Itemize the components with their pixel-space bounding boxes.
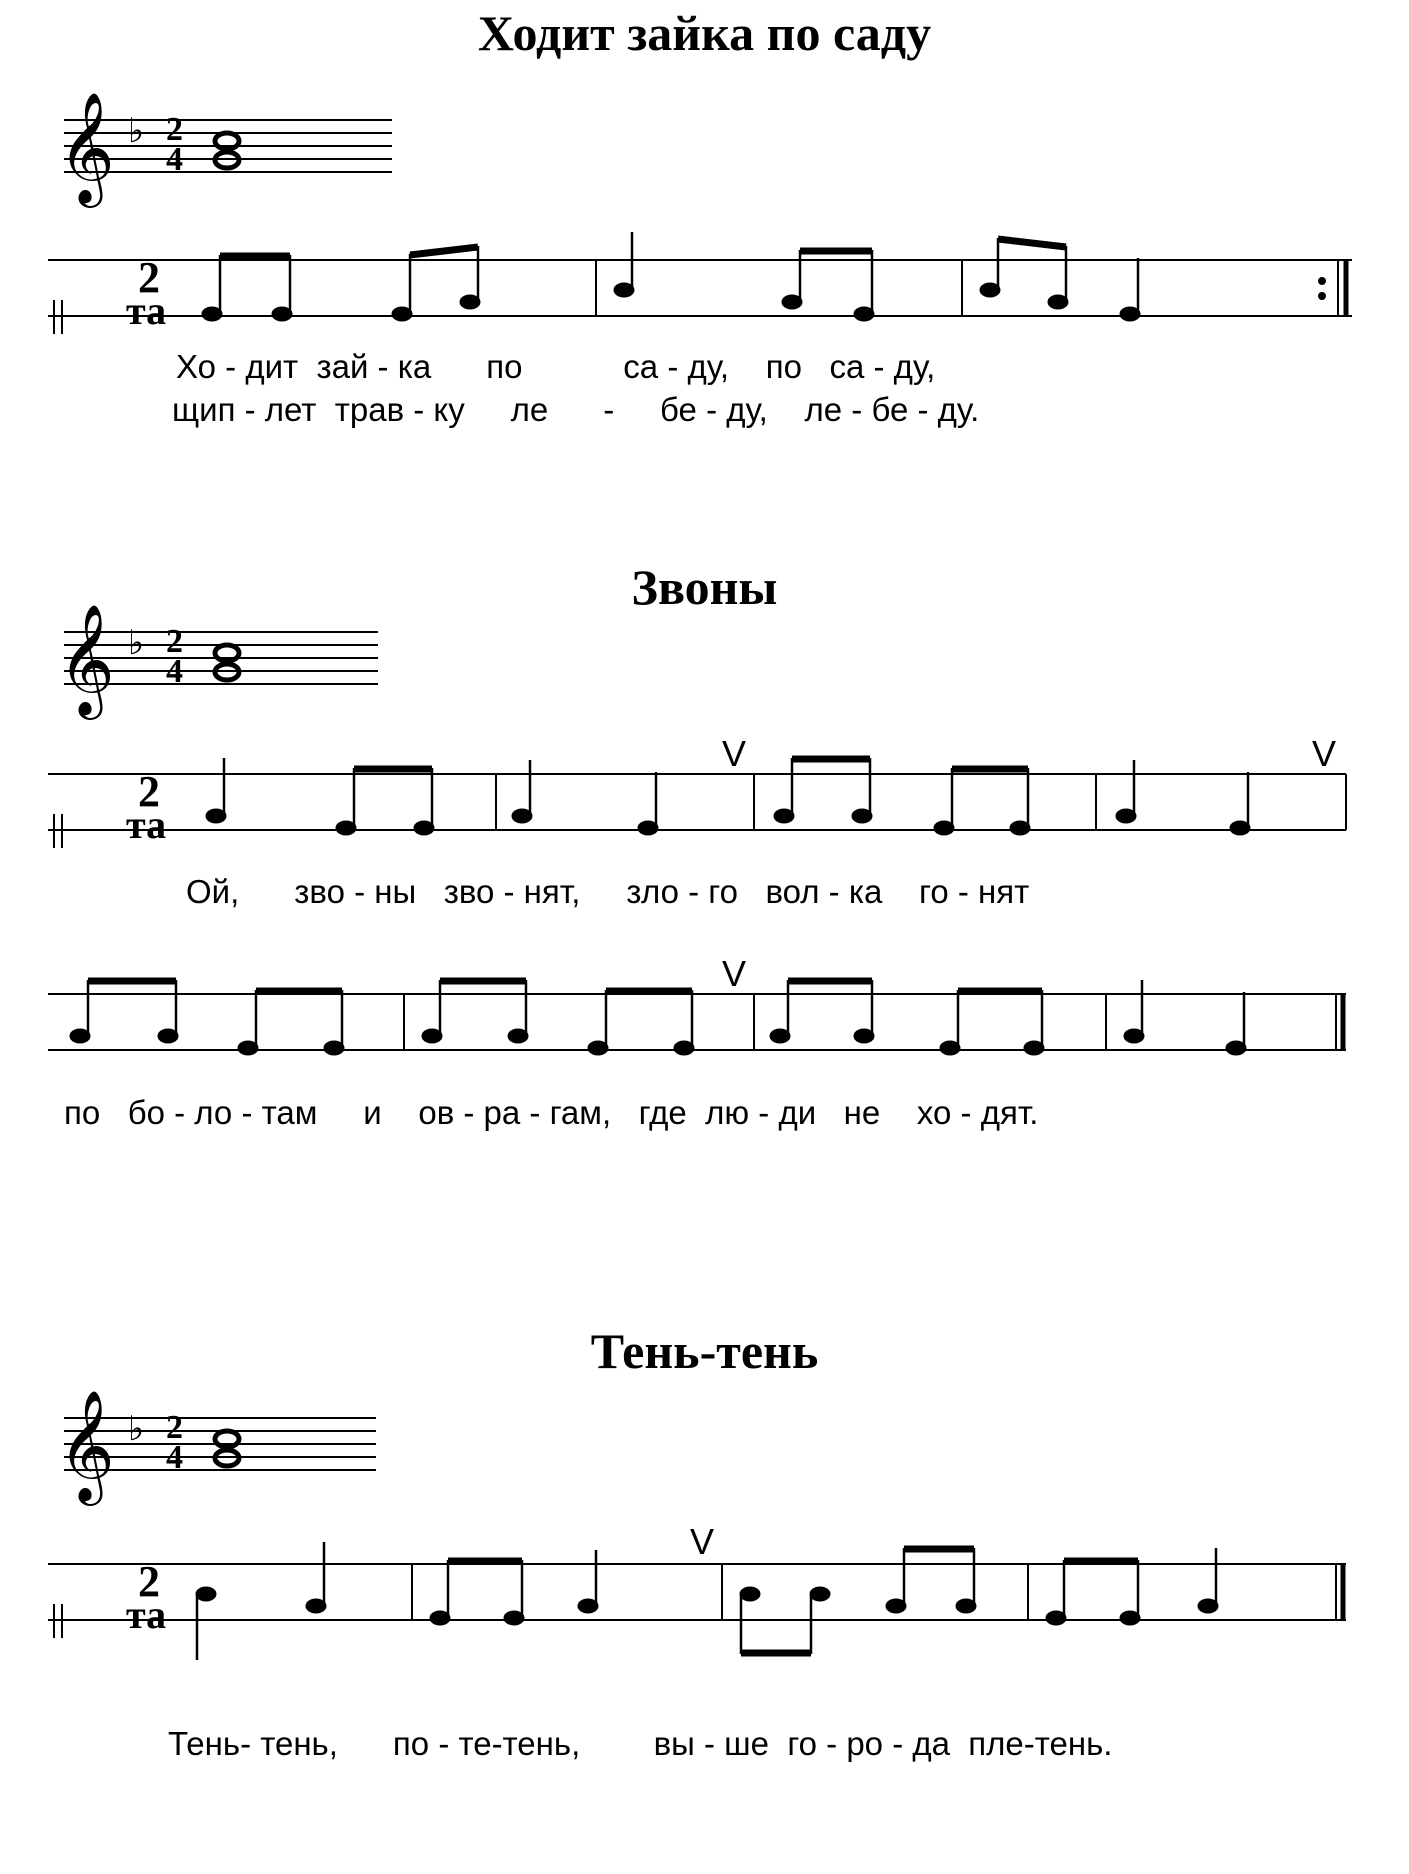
song-1-time-sig-4: 4	[166, 141, 183, 178]
song-1-repeat-dots	[1318, 277, 1326, 300]
song-2-title: Звоны	[631, 559, 778, 615]
song-3-title: Тень-тень	[590, 1323, 819, 1379]
song-1-rhythm-ta: та	[126, 288, 167, 333]
song-1-rhythm-time-2: 2	[138, 253, 160, 302]
song-2-flat-icon: ♭	[128, 623, 145, 663]
song-3-lyric-line-1: Тень- тень, по - те-тень, вы - ше го - ро - да пле-тень.	[168, 1725, 1113, 1762]
song-3-rhythm-time-2: 2	[138, 1557, 160, 1606]
song-3-time-sig-2: 2	[166, 1409, 183, 1446]
song-2-treble-clef-icon: 𝄞	[58, 603, 115, 715]
song-2-rhythm-line-1	[48, 774, 1346, 848]
song-1-treble-clef-icon: 𝄞	[58, 91, 115, 203]
song-2-time-sig-2: 2	[166, 623, 183, 660]
song-1-title: Ходит зайка по саду	[477, 5, 932, 61]
song-3-rhythm-line	[48, 1564, 1346, 1638]
song-1-lyric-line-1: Хо - дит зай - ка по са - ду, по са - ду,	[176, 348, 936, 385]
song-1-notes	[202, 232, 1140, 321]
song-2-rhythm-time-2: 2	[138, 767, 160, 816]
song-1-flat-icon: ♭	[128, 111, 145, 151]
song-2-time-sig-4: 4	[166, 653, 183, 690]
song-3-breath-mark: V	[690, 1521, 715, 1562]
song-2-rhythm-ta: та	[126, 802, 167, 847]
song-3-chord	[215, 1431, 239, 1466]
song-2-chord	[215, 645, 239, 680]
song-1-lyric-line-2: щип - лет трав - ку ле - бе - ду, ле - бе - ду.	[172, 391, 980, 428]
song-2-breath-mark-1: V	[722, 733, 747, 774]
song-1-time-sig-2: 2	[166, 111, 183, 148]
song-3-time-sig-4: 4	[166, 1439, 183, 1476]
song-2-notes-line-2	[70, 980, 1246, 1055]
song-3-treble-clef-icon: 𝄞	[58, 1389, 115, 1501]
song-1-rhythm-line	[48, 260, 1352, 334]
song-1-chord	[215, 133, 239, 168]
song-2-breath-mark-3: V	[722, 953, 747, 994]
song-3-flat-icon: ♭	[128, 1409, 145, 1449]
song-3-rhythm-ta: та	[126, 1592, 167, 1637]
song-2-lyric-line-2: по бо - ло - там и ов - ра - гам, где лю - ди не хо - дят.	[64, 1094, 1039, 1131]
song-2-lyric-line-1: Ой, зво - ны зво - нят, зло - го вол - ка го - нят	[186, 873, 1030, 910]
song-2-breath-mark-2: V	[1312, 733, 1337, 774]
